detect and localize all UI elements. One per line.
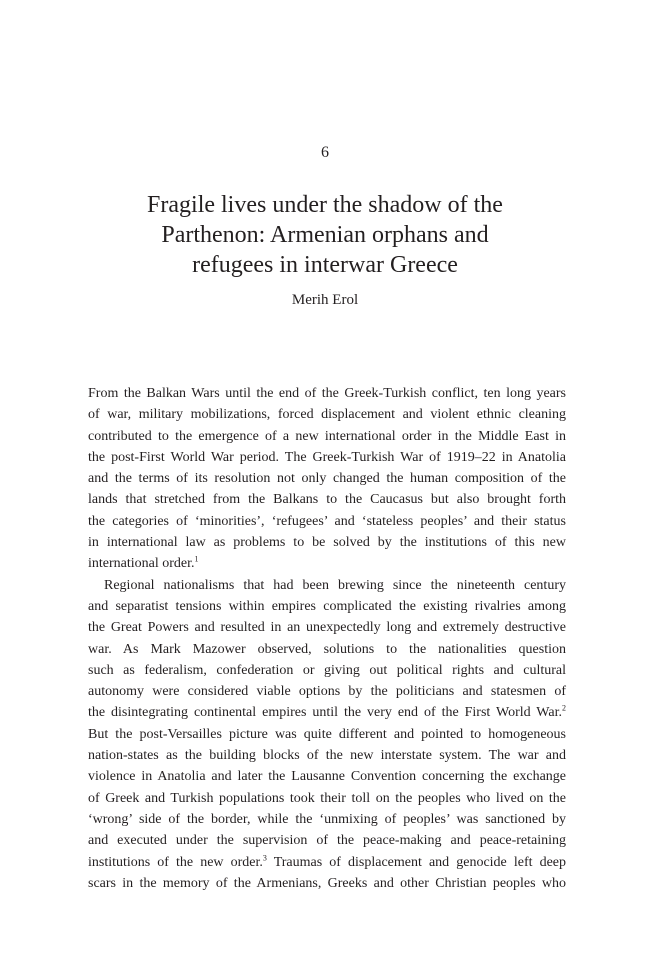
text-line: But the post-Versailles picture was quite different and pointed to homogeneous	[88, 726, 566, 742]
footnote-marker[interactable]: 2	[562, 703, 566, 713]
text-line: and separatist tensions within empires complicated the existing rivalries among	[88, 598, 566, 614]
text-line: the Great Powers and resulted in an unexpectedly long and extremely destructive	[88, 620, 566, 636]
footnote-marker[interactable]: 3	[262, 852, 267, 862]
text-line: such as federalism, confederation or giving out political rights and cultural	[88, 662, 566, 678]
text-line: in international law as problems to be solved by the institutions of this new	[88, 535, 566, 551]
text-line: war. As Mark Mazower observed, solutions to the nationalities question	[88, 641, 566, 657]
chapter-title	[60, 190, 590, 280]
text-span: the disintegrating continental empires until the very end of the First World War.	[88, 705, 562, 721]
text-line: of Greek and Turkish populations took their toll on the peoples who lived on the	[88, 790, 566, 806]
chapter-number: 6	[321, 144, 329, 161]
chapter-title-line: Fragile lives under the shadow of the	[147, 192, 503, 218]
text-line: and executed under the supervision of the peace-making and peace-retaining	[88, 833, 566, 849]
text-line: violence in Anatolia and later the Lausanne Convention concerning the exchange	[88, 769, 566, 785]
text-line: the post-First World War period. The Greek-Turkish War of 1919–22 in Anatolia	[88, 449, 566, 465]
text-line: ‘wrong’ side of the border, while the ‘unmixing of peoples’ was sanctioned by	[88, 811, 566, 827]
text-line	[88, 553, 566, 574]
chapter-title-line: Parthenon: Armenian orphans and	[161, 222, 489, 248]
text-line: and the terms of its resolution not only changed the human composition of the	[88, 471, 566, 487]
text-line: the categories of ‘minorities’, ‘refugees’ and ‘stateless peoples’ and their status	[88, 513, 566, 529]
text-line: From the Balkan Wars until the end of the Greek-Turkish conflict, ten long years	[88, 386, 566, 401]
text-line: autonomy were considered viable options by the politicians and statesmen of	[88, 684, 566, 700]
text-line	[88, 852, 566, 873]
chapter-title-line: refugees in interwar Greece	[192, 252, 458, 278]
text-line: scars in the memory of the Armenians, Greeks and other Christian peoples who	[88, 875, 566, 891]
text-line: of war, military mobilizations, forced displacement and violent ethnic cleaning	[88, 407, 566, 423]
text-line: contributed to the emergence of a new international order in the Middle East in	[88, 428, 566, 444]
text-span: international order.	[88, 556, 195, 572]
text-span: institutions of the new order.	[88, 854, 263, 870]
text-span: Traumas of displacement and genocide left deep	[266, 854, 566, 870]
author-name: Merih Erol	[291, 292, 359, 308]
text-line: nation-states as the building blocks of the new interstate system. The war and	[88, 748, 566, 764]
text-line: Regional nationalisms that had been brewing since the nineteenth century	[104, 577, 566, 593]
text-line	[88, 702, 566, 723]
text-line: lands that stretched from the Balkans to the Caucasus but also brought forth	[88, 492, 566, 508]
body-text	[88, 383, 566, 894]
footnote-marker[interactable]: 1	[194, 554, 199, 564]
